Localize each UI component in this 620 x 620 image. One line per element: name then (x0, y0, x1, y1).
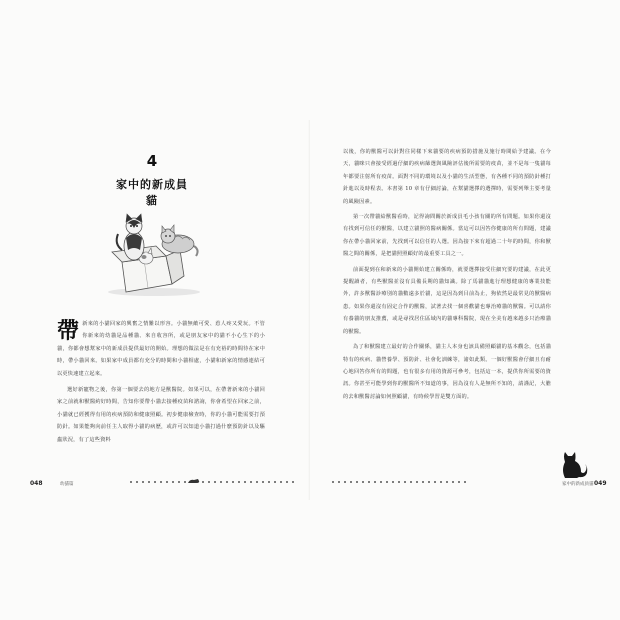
page-number-right: 049 (594, 480, 607, 487)
paragraph: 前面提到在和新來的小貓開始建立關係時，就要選擇接受往細究要的建議，在此更提醒讀者，有些獸醫並沒有具備長期的貓知識。除了馬貓貓進行理想健康的專業技能外，許多獸醫診療別的貓數遠多於貓，這是因為到目前為止，狗依然是最常見的獸醫病患。如果你還沒有固定合作的獸醫，試著去找一個喜歡貓也專治療貓的獸醫。可以請你有養貓的朋友推薦，或是尋找居住區域內的貓專科醫院，現在全美有越來越多只治療貓的獸醫。 (343, 266, 551, 335)
chapter-number: 4 (146, 152, 158, 170)
left-body-text (57, 318, 265, 446)
section-label-left: 幼貓篇 (60, 482, 74, 487)
cats-in-box-illustration (104, 206, 204, 298)
section-label-right: 家中的新成員貓 (562, 482, 594, 487)
paragraph: 第一次帶貓給獸醫看時，記得詢問關於新成員毛小孩有關的所有問題。如果你還沒有找到可信任的獸醫，以建立貓照的醫病關係。當這可以因答你健康的所有問題，建議你在帶小貓回家前，先找到可以信任的人選。因為接下來有超過二十年的時間，你和獸醫之間的關係，是把貓照照顧好的最重要工具之一。 (343, 214, 551, 258)
page-number-left: 048 (30, 480, 43, 487)
paw-print-trail-icon (128, 477, 298, 485)
black-cat-silhouette-icon (555, 448, 589, 480)
paw-print-trail-icon (330, 477, 490, 485)
chapter-title: 家中的新成員貓 (116, 178, 188, 207)
drop-cap: 帶 (57, 318, 80, 344)
paragraph: 為了和獸醫建立最好的合作關係，貓主人本身也該具備照顧貓的基本觀念，包括貓特有的疾病、貓營養學、預防針、社會化訓練等，諸如此類。一個好獸醫會仔細且有耐心地回答你所有的問題，也有很多有用的資源可參考，包括這一本，提供你所需要的資訊。你甚至可能學到你的獸醫所不知道的事，因為沒有人是無所不知的，請謹記，大膽的去和獸醫討論如何照顧貓，有時候學習是雙方面的。 (343, 344, 551, 400)
paragraph: 選好新寵物之後，你第一個要去的地方是獸醫院。如果可以，在帶著新來的小貓回家之前就和獸醫約好時間，告知你要帶小貓去接種疫苗和諮詢，你會希望在回家之前，小貓就已經獲得有用的疾病預防和健康照顧。初步健康檢查時，你的小貓可能需要打預防針。如果能夠向前任主人取得小貓的病歷，或許可以知道小貓打過什麼預防針以及驅蟲狀況，有了這些資料 (57, 387, 265, 443)
paragraph: 以後，你的獸醫可以針對往同樣下來貓要的疾病預防措施及施行時間給予建議。在今天，貓咪只會接受經過仔細的疾病篩選與風險評估後所需要的疫苗，並不是每一隻貓每年都要注射所有疫苗。面對不同的環境以及小貓的生活型態，有各種不同的預防針種打針進以及時程表。本書第 10 章有仔細討論，在幫貓選擇的選擇時，需要列舉主要考量的風險因素。 (343, 149, 551, 205)
right-body-text (343, 146, 551, 403)
paragraph: 帶新來的小貓回家的興奮之情難以形容。小貓無敵可愛、惹人疼又愛玩。不管你新來的幼貓是品種貓、來自收容所，或是朋友家中的貓不小心生下的小貓，你都會想幫家中的新成員提供最好的開始。理想的做法是在有充裕的時間待在家中時，帶小貓回來。如果家中成員都有充分的時間和小貓相處，小貓和新家的情感連結可以更快速建立起來。 (57, 318, 265, 377)
right-page (310, 0, 620, 620)
